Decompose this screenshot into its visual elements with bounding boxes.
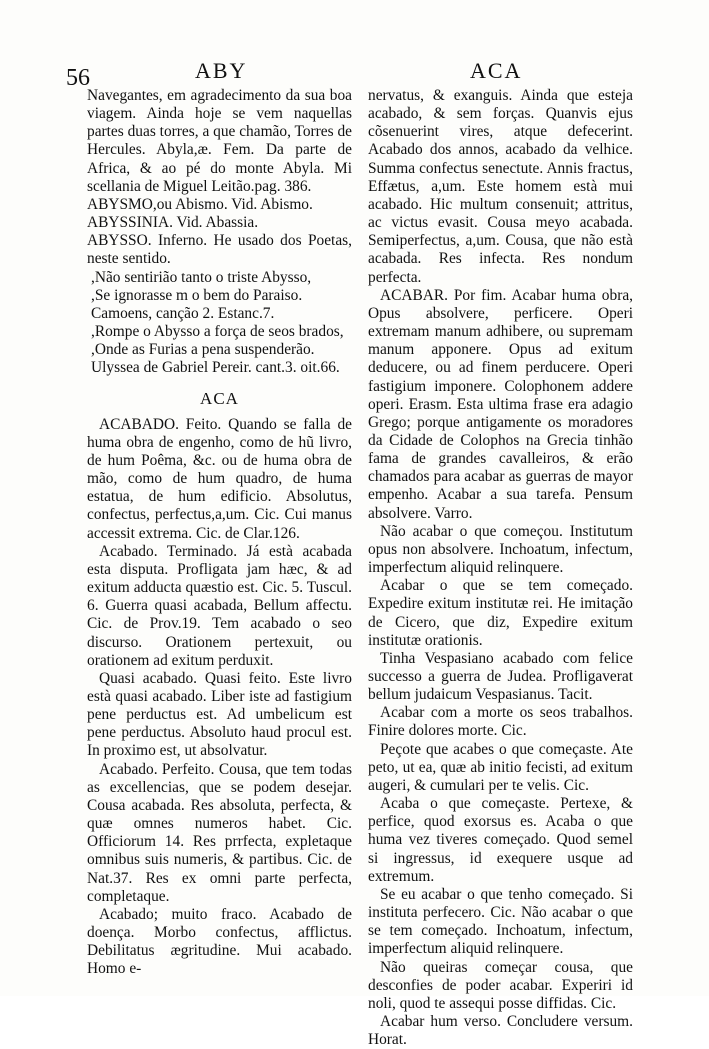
entry-continuation: Navegantes, em agradecimento da sua boa viagem. Ainda hoje se vem naquellas partes duas torres, a que chamão, Torres de Hercules. Abyla,æ. Fem. Da parte de Africa, & ao pé do monte Abyla. Mi scellania de Miguel Leitão.pag. 386.	[87, 87, 352, 195]
entry-vespasiano: Tinha Vespasiano acabado com felice successo a guerra de Judea. Profligaverat bellum judaicum Vespasianus. Tacit.	[368, 649, 633, 704]
verse-line: ,Onde as Furias a pena suspenderão.	[91, 341, 315, 359]
section-heading: ACA	[200, 388, 239, 408]
entry-acabado-fraco: Acabado; muito fraco. Acabado de doença. Morbo confectus, afflictus. Debilitatus ægritudine. Mui acabado. Homo e-	[87, 905, 352, 978]
entry-acabado-perfeito: Acabado. Perfeito. Cousa, que tem todas as excellencias, que se podem desejar. Cousa acabada. Res absoluta, perfecta, & quæ omnes numeros habet. Cic. Officiorum 14. Res prrfecta, expletaque omnibus suis numeris, & partibus. Cic. de Nat.37. Res ex omni parte perfecta, completaque.	[87, 760, 352, 905]
running-head-left: ABY	[195, 58, 248, 83]
entry-acabar-comecado: Acabar o que se tem começado. Expedire exitum institutæ rei. He imitação de Cicero, que diz, Expedire exitum institutæ orationis.	[368, 577, 633, 649]
entry-acabar: ACABAR. Por fim. Acabar huma obra, Opus absolvere, perficere. Operi extremam manum adhibere, ou supremam manum apponere. Opus ad exitum deducere, ou ad finem perducere. Operi fastigium imponere. Colophonem addere operi. Erasm. Esta ultima frase era adagio Grego; porque antigamente os moradores da Cidade de Colophos na Grecia tinhão fama de grandes cavalleiros, & erão chamados para acabar as guerras de mayor empenho. Acabar a sua tarefa. Pensum absolvere. Varro.	[368, 286, 633, 522]
entry-acabar-morte: Acabar com a morte os seos trabalhos. Finire dolores morte. Cic.	[368, 704, 633, 740]
entry-se-eu-acabar: Se eu acabar o que tenho começado. Si instituta perfecero. Cic. Não acabar o que se tem começado. Inchoatum, infectum, imperfectum aliquid relinquere.	[368, 885, 633, 958]
entry-abyssinia: ABYSSINIA. Vid. Abassia.	[87, 214, 259, 232]
entry-quasi-acabado: Quasi acabado. Quasi feito. Este livro està quasi acabado. Liber iste ad fastigium pene perductus est. Ad umbelicum est pene perductus. Absoluto haud procul est. In proximo est, ut absolvatur.	[87, 669, 352, 760]
running-head-right: ACA	[470, 58, 523, 83]
verse-line: ,Rompe o Abysso a força de seos brados,	[91, 323, 344, 341]
entry-acabado: ACABADO. Feito. Quando se falla de huma obra de engenho, como de hũ livro, de hum Poêma, &c. ou de huma obra de mão, como de hum quadro, de huma estatua, de hum edificio. Absolutus, confectus, perfectus,a,um. Cic. Cui manus accessit extrema. Cic. de Clar.126.	[87, 415, 352, 542]
verse-line: ,Se ignorasse m o bem do Paraiso.	[91, 286, 303, 304]
entry-nao-acabar: Não acabar o que começou. Institutum opus non absolvere. Inchoatum, infectum, imperfectum aliquid relinquere.	[368, 522, 633, 577]
entry-acabar-verso: Acabar hum verso. Concludere versum. Horat.	[368, 1012, 633, 1049]
entry-abysso: ABYSSO. Inferno. He usado dos Poetas, neste sentido.	[87, 232, 352, 268]
entry-acabado-terminado: Acabado. Terminado. Já està acabada esta disputa. Profligata jam hæc, & ad exitum adducta quæstio est. Cic. 5. Tuscul. 6. Guerra quasi acabada, Bellum affectu. Cic. de Prov.19. Tem acabado o seo discurso. Orationem pertexuit, ou orationem ad exitum perduxit.	[87, 542, 352, 669]
entry-pecote: Peçote que acabes o que começaste. Ate peto, ut ea, quæ ab initio fecisti, ad exitum augeri, & cumulari per te velis. Cic.	[368, 740, 633, 794]
page-number: 56	[66, 65, 90, 91]
entry-abysmo: ABYSMO,ou Abismo. Vid. Abismo.	[87, 195, 313, 213]
verse-line: ,Não sentirião tanto o triste Abysso,	[91, 268, 312, 286]
entry-continuation: nervatus, & exanguis. Ainda que esteja acabado, & sem forças. Quanvis ejus cõsenuerint vires, atque defecerint. Acabado dos annos, acabado da velhice. Summa confectus senectute. Annis fractus, Effætus, a,um. Este homem està mui acabado. Hic multum consenuit; attritus, ac victus evasit. Cousa meyo acabada. Semiperfectus, a,um. Cousa, que não està acabada. Res infecta. Res nondum perfecta.	[368, 87, 633, 286]
verse-citation: Camoens, canção 2. Estanc.7.	[91, 304, 275, 322]
verse-citation: Ulyssea de Gabriel Pereir. cant.3. oit.66.	[91, 359, 340, 377]
left-column	[87, 87, 352, 979]
entry-nao-queiras: Não queiras começar cousa, que desconfies de poder acabar. Experiri id noli, quod te assequi posse diffidas. Cic.	[368, 958, 633, 1012]
entry-acaba: Acaba o que começaste. Pertexe, & perfice, quod exorsus es. Acaba o que huma vez tiveres começado. Quod semel si ingressus, id exequere usque ad extremum.	[368, 795, 633, 885]
right-column	[368, 87, 633, 1049]
